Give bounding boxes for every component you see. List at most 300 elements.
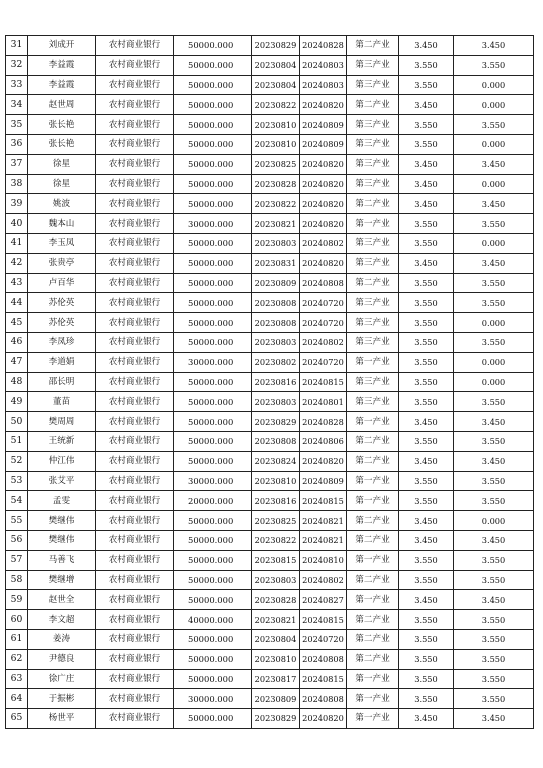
- row-number: 58: [6, 570, 28, 590]
- bank-name: 农村商业银行: [96, 36, 174, 56]
- end-date: 20240802: [300, 233, 347, 253]
- interest-rate: 3.550: [399, 75, 454, 95]
- bank-name: 农村商业银行: [96, 412, 174, 432]
- industry-type: 第二产业: [347, 194, 399, 214]
- row-number: 48: [6, 372, 28, 392]
- table-row: [6, 36, 534, 56]
- interest-rate: 3.450: [399, 590, 454, 610]
- start-date: 20230810: [252, 115, 300, 135]
- bank-name: 农村商业银行: [96, 372, 174, 392]
- start-date: 20230803: [252, 392, 300, 412]
- subsidy-rate: 3.550: [454, 491, 534, 511]
- loan-amount: 50000.000: [174, 313, 252, 333]
- start-date: 20230821: [252, 214, 300, 234]
- interest-rate: 3.550: [399, 134, 454, 154]
- start-date: 20230817: [252, 669, 300, 689]
- subsidy-rate: 3.550: [454, 610, 534, 630]
- table-row: [6, 709, 534, 729]
- interest-rate: 3.550: [399, 649, 454, 669]
- interest-rate: 3.550: [399, 332, 454, 352]
- subsidy-rate: 3.550: [454, 649, 534, 669]
- end-date: 20240802: [300, 332, 347, 352]
- industry-type: 第三产业: [347, 392, 399, 412]
- end-date: 20240809: [300, 134, 347, 154]
- interest-rate: 3.450: [399, 451, 454, 471]
- loan-amount: 50000.000: [174, 709, 252, 729]
- loan-amount: 50000.000: [174, 233, 252, 253]
- start-date: 20230809: [252, 689, 300, 709]
- end-date: 20240720: [300, 313, 347, 333]
- subsidy-rate: 0.000: [454, 352, 534, 372]
- start-date: 20230808: [252, 293, 300, 313]
- loan-amount: 30000.000: [174, 214, 252, 234]
- end-date: 20240808: [300, 689, 347, 709]
- end-date: 20240820: [300, 451, 347, 471]
- subsidy-rate: 0.000: [454, 95, 534, 115]
- start-date: 20230810: [252, 134, 300, 154]
- interest-rate: 3.550: [399, 233, 454, 253]
- start-date: 20230808: [252, 431, 300, 451]
- borrower-name: 姜涛: [28, 629, 96, 649]
- row-number: 56: [6, 530, 28, 550]
- industry-type: 第二产业: [347, 451, 399, 471]
- borrower-name: 李文超: [28, 610, 96, 630]
- interest-rate: 3.550: [399, 352, 454, 372]
- loan-amount: 50000.000: [174, 649, 252, 669]
- start-date: 20230822: [252, 530, 300, 550]
- table-row: [6, 590, 534, 610]
- bank-name: 农村商业银行: [96, 115, 174, 135]
- borrower-name: 姚波: [28, 194, 96, 214]
- interest-rate: 3.550: [399, 471, 454, 491]
- subsidy-rate: 3.450: [454, 590, 534, 610]
- end-date: 20240820: [300, 154, 347, 174]
- interest-rate: 3.450: [399, 36, 454, 56]
- start-date: 20230822: [252, 194, 300, 214]
- borrower-name: 李玉凤: [28, 233, 96, 253]
- subsidy-rate: 3.550: [454, 629, 534, 649]
- subsidy-rate: 3.450: [454, 253, 534, 273]
- industry-type: 第一产业: [347, 352, 399, 372]
- borrower-name: 杨世平: [28, 709, 96, 729]
- start-date: 20230804: [252, 55, 300, 75]
- table-row: [6, 530, 534, 550]
- loan-amount: 50000.000: [174, 115, 252, 135]
- industry-type: 第二产业: [347, 629, 399, 649]
- borrower-name: 李益霞: [28, 55, 96, 75]
- borrower-name: 张贵亭: [28, 253, 96, 273]
- interest-rate: 3.550: [399, 392, 454, 412]
- table-row: [6, 689, 534, 709]
- end-date: 20240806: [300, 431, 347, 451]
- end-date: 20240808: [300, 273, 347, 293]
- end-date: 20240820: [300, 253, 347, 273]
- borrower-name: 樊周周: [28, 412, 96, 432]
- table-row: [6, 214, 534, 234]
- bank-name: 农村商业银行: [96, 431, 174, 451]
- row-number: 51: [6, 431, 28, 451]
- bank-name: 农村商业银行: [96, 273, 174, 293]
- subsidy-rate: 3.450: [454, 194, 534, 214]
- borrower-name: 张长艳: [28, 134, 96, 154]
- industry-type: 第一产业: [347, 214, 399, 234]
- subsidy-rate: 3.550: [454, 115, 534, 135]
- borrower-name: 董苗: [28, 392, 96, 412]
- bank-name: 农村商业银行: [96, 629, 174, 649]
- borrower-name: 樊继增: [28, 570, 96, 590]
- start-date: 20230804: [252, 629, 300, 649]
- loan-amount: 50000.000: [174, 431, 252, 451]
- bank-name: 农村商业银行: [96, 570, 174, 590]
- bank-name: 农村商业银行: [96, 253, 174, 273]
- bank-name: 农村商业银行: [96, 491, 174, 511]
- end-date: 20240810: [300, 550, 347, 570]
- bank-name: 农村商业银行: [96, 709, 174, 729]
- industry-type: 第三产业: [347, 115, 399, 135]
- subsidy-rate: 3.550: [454, 550, 534, 570]
- loan-amount: 50000.000: [174, 451, 252, 471]
- industry-type: 第三产业: [347, 134, 399, 154]
- subsidy-rate: 0.000: [454, 372, 534, 392]
- end-date: 20240815: [300, 669, 347, 689]
- row-number: 47: [6, 352, 28, 372]
- row-number: 36: [6, 134, 28, 154]
- loan-amount: 50000.000: [174, 55, 252, 75]
- row-number: 43: [6, 273, 28, 293]
- table-row: [6, 194, 534, 214]
- start-date: 20230810: [252, 471, 300, 491]
- start-date: 20230815: [252, 550, 300, 570]
- interest-rate: 3.450: [399, 95, 454, 115]
- subsidy-rate: 3.550: [454, 293, 534, 313]
- borrower-name: 徐广庄: [28, 669, 96, 689]
- bank-name: 农村商业银行: [96, 352, 174, 372]
- interest-rate: 3.450: [399, 194, 454, 214]
- end-date: 20240720: [300, 629, 347, 649]
- row-number: 57: [6, 550, 28, 570]
- table-row: [6, 352, 534, 372]
- table-row: [6, 55, 534, 75]
- row-number: 41: [6, 233, 28, 253]
- end-date: 20240820: [300, 95, 347, 115]
- borrower-name: 于振彬: [28, 689, 96, 709]
- loan-amount: 50000.000: [174, 194, 252, 214]
- end-date: 20240815: [300, 610, 347, 630]
- bank-name: 农村商业银行: [96, 530, 174, 550]
- end-date: 20240821: [300, 511, 347, 531]
- start-date: 20230829: [252, 709, 300, 729]
- borrower-name: 尹德良: [28, 649, 96, 669]
- industry-type: 第二产业: [347, 95, 399, 115]
- industry-type: 第三产业: [347, 174, 399, 194]
- table-row: [6, 372, 534, 392]
- loan-amount: 50000.000: [174, 511, 252, 531]
- industry-type: 第二产业: [347, 273, 399, 293]
- start-date: 20230828: [252, 174, 300, 194]
- table-row: [6, 610, 534, 630]
- industry-type: 第一产业: [347, 550, 399, 570]
- interest-rate: 3.550: [399, 273, 454, 293]
- loan-amount: 50000.000: [174, 332, 252, 352]
- industry-type: 第三产业: [347, 313, 399, 333]
- loan-amount: 50000.000: [174, 669, 252, 689]
- end-date: 20240821: [300, 530, 347, 550]
- loan-amount: 50000.000: [174, 530, 252, 550]
- row-number: 46: [6, 332, 28, 352]
- bank-name: 农村商业银行: [96, 451, 174, 471]
- start-date: 20230803: [252, 332, 300, 352]
- subsidy-rate: 3.550: [454, 214, 534, 234]
- borrower-name: 孟雯: [28, 491, 96, 511]
- borrower-name: 李凤珍: [28, 332, 96, 352]
- start-date: 20230829: [252, 412, 300, 432]
- loan-amount: 50000.000: [174, 95, 252, 115]
- loan-amount: 50000.000: [174, 174, 252, 194]
- borrower-name: 樊继伟: [28, 530, 96, 550]
- borrower-name: 王统新: [28, 431, 96, 451]
- interest-rate: 3.450: [399, 530, 454, 550]
- loan-amount: 50000.000: [174, 154, 252, 174]
- row-number: 42: [6, 253, 28, 273]
- end-date: 20240808: [300, 649, 347, 669]
- industry-type: 第二产业: [347, 431, 399, 451]
- table-row: [6, 550, 534, 570]
- bank-name: 农村商业银行: [96, 233, 174, 253]
- interest-rate: 3.450: [399, 511, 454, 531]
- table-row: [6, 511, 534, 531]
- table-row: [6, 491, 534, 511]
- start-date: 20230829: [252, 36, 300, 56]
- loan-amount: 50000.000: [174, 412, 252, 432]
- start-date: 20230828: [252, 590, 300, 610]
- industry-type: 第二产业: [347, 511, 399, 531]
- start-date: 20230825: [252, 154, 300, 174]
- interest-rate: 3.450: [399, 174, 454, 194]
- interest-rate: 3.550: [399, 629, 454, 649]
- row-number: 53: [6, 471, 28, 491]
- bank-name: 农村商业银行: [96, 214, 174, 234]
- start-date: 20230810: [252, 649, 300, 669]
- row-number: 52: [6, 451, 28, 471]
- end-date: 20240815: [300, 491, 347, 511]
- end-date: 20240809: [300, 115, 347, 135]
- table-row: [6, 392, 534, 412]
- row-number: 65: [6, 709, 28, 729]
- start-date: 20230824: [252, 451, 300, 471]
- borrower-name: 魏本山: [28, 214, 96, 234]
- start-date: 20230804: [252, 75, 300, 95]
- subsidy-rate: 3.550: [454, 689, 534, 709]
- end-date: 20240828: [300, 412, 347, 432]
- loan-amount: 50000.000: [174, 392, 252, 412]
- row-number: 62: [6, 649, 28, 669]
- table-row: [6, 134, 534, 154]
- bank-name: 农村商业银行: [96, 332, 174, 352]
- row-number: 35: [6, 115, 28, 135]
- loan-amount: 50000.000: [174, 570, 252, 590]
- loan-table-sheet: [5, 35, 534, 729]
- table-row: [6, 154, 534, 174]
- loan-amount: 20000.000: [174, 491, 252, 511]
- bank-name: 农村商业银行: [96, 392, 174, 412]
- table-row: [6, 293, 534, 313]
- row-number: 34: [6, 95, 28, 115]
- industry-type: 第二产业: [347, 649, 399, 669]
- interest-rate: 3.550: [399, 115, 454, 135]
- bank-name: 农村商业银行: [96, 689, 174, 709]
- interest-rate: 3.450: [399, 412, 454, 432]
- industry-type: 第三产业: [347, 332, 399, 352]
- table-row: [6, 174, 534, 194]
- subsidy-rate: 3.450: [454, 36, 534, 56]
- loan-amount: 50000.000: [174, 372, 252, 392]
- interest-rate: 3.450: [399, 253, 454, 273]
- industry-type: 第三产业: [347, 233, 399, 253]
- start-date: 20230831: [252, 253, 300, 273]
- interest-rate: 3.550: [399, 214, 454, 234]
- loan-amount: 50000.000: [174, 75, 252, 95]
- loan-amount: 40000.000: [174, 610, 252, 630]
- end-date: 20240815: [300, 372, 347, 392]
- subsidy-rate: 3.450: [454, 412, 534, 432]
- subsidy-rate: 0.000: [454, 134, 534, 154]
- borrower-name: 张艾平: [28, 471, 96, 491]
- row-number: 39: [6, 194, 28, 214]
- end-date: 20240809: [300, 471, 347, 491]
- borrower-name: 卢百华: [28, 273, 96, 293]
- industry-type: 第三产业: [347, 253, 399, 273]
- row-number: 44: [6, 293, 28, 313]
- end-date: 20240820: [300, 709, 347, 729]
- industry-type: 第二产业: [347, 610, 399, 630]
- row-number: 50: [6, 412, 28, 432]
- borrower-name: 张长艳: [28, 115, 96, 135]
- bank-name: 农村商业银行: [96, 75, 174, 95]
- table-row: [6, 332, 534, 352]
- start-date: 20230803: [252, 233, 300, 253]
- industry-type: 第一产业: [347, 669, 399, 689]
- bank-name: 农村商业银行: [96, 154, 174, 174]
- loan-amount: 50000.000: [174, 550, 252, 570]
- end-date: 20240803: [300, 55, 347, 75]
- borrower-name: 马善飞: [28, 550, 96, 570]
- start-date: 20230816: [252, 372, 300, 392]
- start-date: 20230803: [252, 570, 300, 590]
- loan-amount: 30000.000: [174, 689, 252, 709]
- loan-amount: 50000.000: [174, 134, 252, 154]
- row-number: 38: [6, 174, 28, 194]
- table-row: [6, 451, 534, 471]
- row-number: 31: [6, 36, 28, 56]
- row-number: 60: [6, 610, 28, 630]
- table-row: [6, 253, 534, 273]
- table-row: [6, 233, 534, 253]
- industry-type: 第一产业: [347, 689, 399, 709]
- table-row: [6, 629, 534, 649]
- table-row: [6, 669, 534, 689]
- industry-type: 第一产业: [347, 590, 399, 610]
- industry-type: 第三产业: [347, 293, 399, 313]
- start-date: 20230816: [252, 491, 300, 511]
- row-number: 54: [6, 491, 28, 511]
- interest-rate: 3.550: [399, 689, 454, 709]
- table-row: [6, 115, 534, 135]
- bank-name: 农村商业银行: [96, 511, 174, 531]
- subsidy-rate: 3.550: [454, 471, 534, 491]
- start-date: 20230808: [252, 313, 300, 333]
- table-row: [6, 471, 534, 491]
- loan-amount: 30000.000: [174, 352, 252, 372]
- interest-rate: 3.550: [399, 372, 454, 392]
- table-row: [6, 75, 534, 95]
- end-date: 20240820: [300, 174, 347, 194]
- borrower-name: 邵长明: [28, 372, 96, 392]
- interest-rate: 3.550: [399, 293, 454, 313]
- bank-name: 农村商业银行: [96, 95, 174, 115]
- borrower-name: 樊继伟: [28, 511, 96, 531]
- subsidy-rate: 3.550: [454, 669, 534, 689]
- interest-rate: 3.550: [399, 491, 454, 511]
- borrower-name: 李道娟: [28, 352, 96, 372]
- table-row: [6, 95, 534, 115]
- subsidy-rate: 3.550: [454, 55, 534, 75]
- interest-rate: 3.550: [399, 610, 454, 630]
- interest-rate: 3.550: [399, 570, 454, 590]
- interest-rate: 3.550: [399, 313, 454, 333]
- row-number: 55: [6, 511, 28, 531]
- interest-rate: 3.450: [399, 709, 454, 729]
- table-row: [6, 431, 534, 451]
- end-date: 20240720: [300, 293, 347, 313]
- industry-type: 第三产业: [347, 55, 399, 75]
- interest-rate: 3.550: [399, 550, 454, 570]
- industry-type: 第三产业: [347, 75, 399, 95]
- borrower-name: 苏伦英: [28, 313, 96, 333]
- borrower-name: 仲江伟: [28, 451, 96, 471]
- industry-type: 第二产业: [347, 570, 399, 590]
- table-row: [6, 649, 534, 669]
- borrower-name: 李益霞: [28, 75, 96, 95]
- bank-name: 农村商业银行: [96, 550, 174, 570]
- bank-name: 农村商业银行: [96, 134, 174, 154]
- industry-type: 第一产业: [347, 471, 399, 491]
- table-row: [6, 313, 534, 333]
- bank-name: 农村商业银行: [96, 669, 174, 689]
- end-date: 20240827: [300, 590, 347, 610]
- row-number: 64: [6, 689, 28, 709]
- industry-type: 第一产业: [347, 709, 399, 729]
- loan-amount: 50000.000: [174, 36, 252, 56]
- industry-type: 第三产业: [347, 154, 399, 174]
- bank-name: 农村商业银行: [96, 471, 174, 491]
- loan-amount: 30000.000: [174, 471, 252, 491]
- subsidy-rate: 3.450: [454, 451, 534, 471]
- bank-name: 农村商业银行: [96, 313, 174, 333]
- subsidy-rate: 3.550: [454, 332, 534, 352]
- loan-amount: 50000.000: [174, 273, 252, 293]
- subsidy-rate: 0.000: [454, 233, 534, 253]
- end-date: 20240803: [300, 75, 347, 95]
- row-number: 37: [6, 154, 28, 174]
- interest-rate: 3.550: [399, 55, 454, 75]
- row-number: 40: [6, 214, 28, 234]
- loan-amount: 50000.000: [174, 253, 252, 273]
- row-number: 49: [6, 392, 28, 412]
- start-date: 20230821: [252, 610, 300, 630]
- bank-name: 农村商业银行: [96, 293, 174, 313]
- table-body: [6, 36, 534, 729]
- loan-amount: 50000.000: [174, 629, 252, 649]
